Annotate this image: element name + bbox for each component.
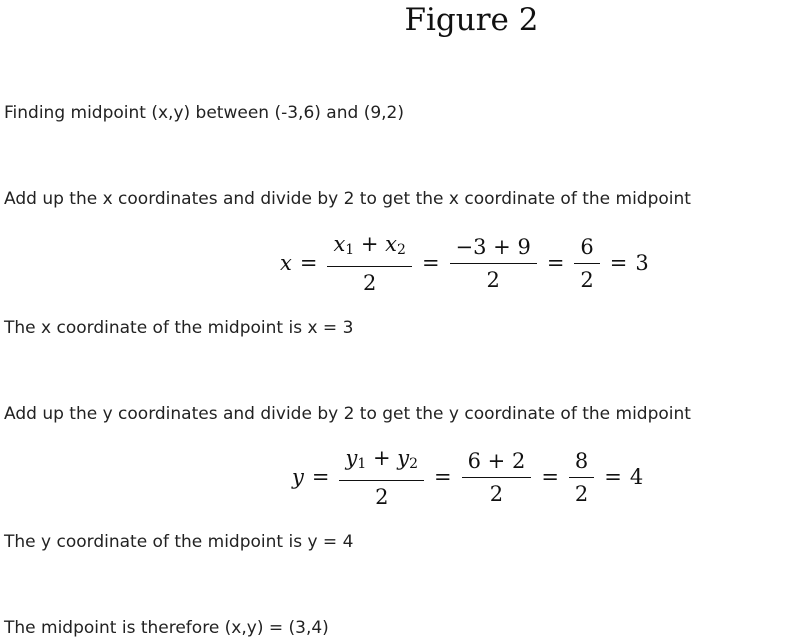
var-y2: y [397,445,410,470]
fraction-denominator: 2 [569,477,594,506]
eq-x-fraction-simplified [574,235,599,292]
eq-y-lhs: y [292,465,304,489]
equals-sign: = [546,251,565,275]
eq-y-fraction-numeric [462,449,532,506]
var-x2: x [385,231,398,256]
eq-x-result: 3 [635,251,649,275]
subscript: 2 [397,241,406,258]
var-y1: y [345,445,358,470]
conclusion-text: The midpoint is therefore (x,y) = (3,4) [4,618,329,638]
subscript: 1 [357,455,367,472]
fraction-numerator [327,232,411,266]
fraction-numerator: 8 [574,448,589,473]
eq-y-fraction-symbolic [339,446,424,509]
eq-x-fraction-symbolic [327,232,411,295]
equals-sign: = [541,465,559,489]
fraction-numerator: 6 + 2 [467,448,526,473]
eq-y-result: 4 [629,465,644,489]
eq-y-fraction-simplified [569,449,594,506]
subscript: 1 [345,241,355,258]
plus-sign: + [354,231,386,256]
equals-sign: = [311,465,330,489]
var-x1: x [333,231,346,256]
fraction-numerator: −3 + 9 [455,234,531,259]
fraction-denominator: 2 [339,480,424,509]
equals-sign: = [299,251,318,275]
equals-sign: = [604,465,622,489]
fraction-denominator: 2 [462,477,532,506]
fraction-denominator: 2 [327,266,411,295]
y-result-text: The y coordinate of the midpoint is y = 4 [4,532,354,552]
subscript: 2 [409,455,419,472]
y-midpoint-equation [292,444,643,510]
y-instruction-text: Add up the y coordinates and divide by 2 to get the y coordinate of the midpoint [4,404,691,424]
intro-text: Finding midpoint (x,y) between (-3,6) and (9,2) [4,103,404,123]
fraction-denominator: 2 [450,263,537,292]
x-midpoint-equation [280,230,649,296]
plus-sign: + [366,445,398,470]
equals-sign: = [421,251,440,275]
eq-x-fraction-numeric [450,235,537,292]
x-result-text: The x coordinate of the midpoint is x = 3 [4,318,354,338]
equals-sign: = [434,465,452,489]
eq-x-lhs: x [280,251,292,275]
fraction-numerator [339,446,424,480]
fraction-denominator: 2 [574,263,599,292]
figure-title: Figure 2 [404,2,539,38]
fraction-numerator: 6 [580,234,594,259]
equals-sign: = [609,251,628,275]
x-instruction-text: Add up the x coordinates and divide by 2 to get the x coordinate of the midpoint [4,189,691,209]
